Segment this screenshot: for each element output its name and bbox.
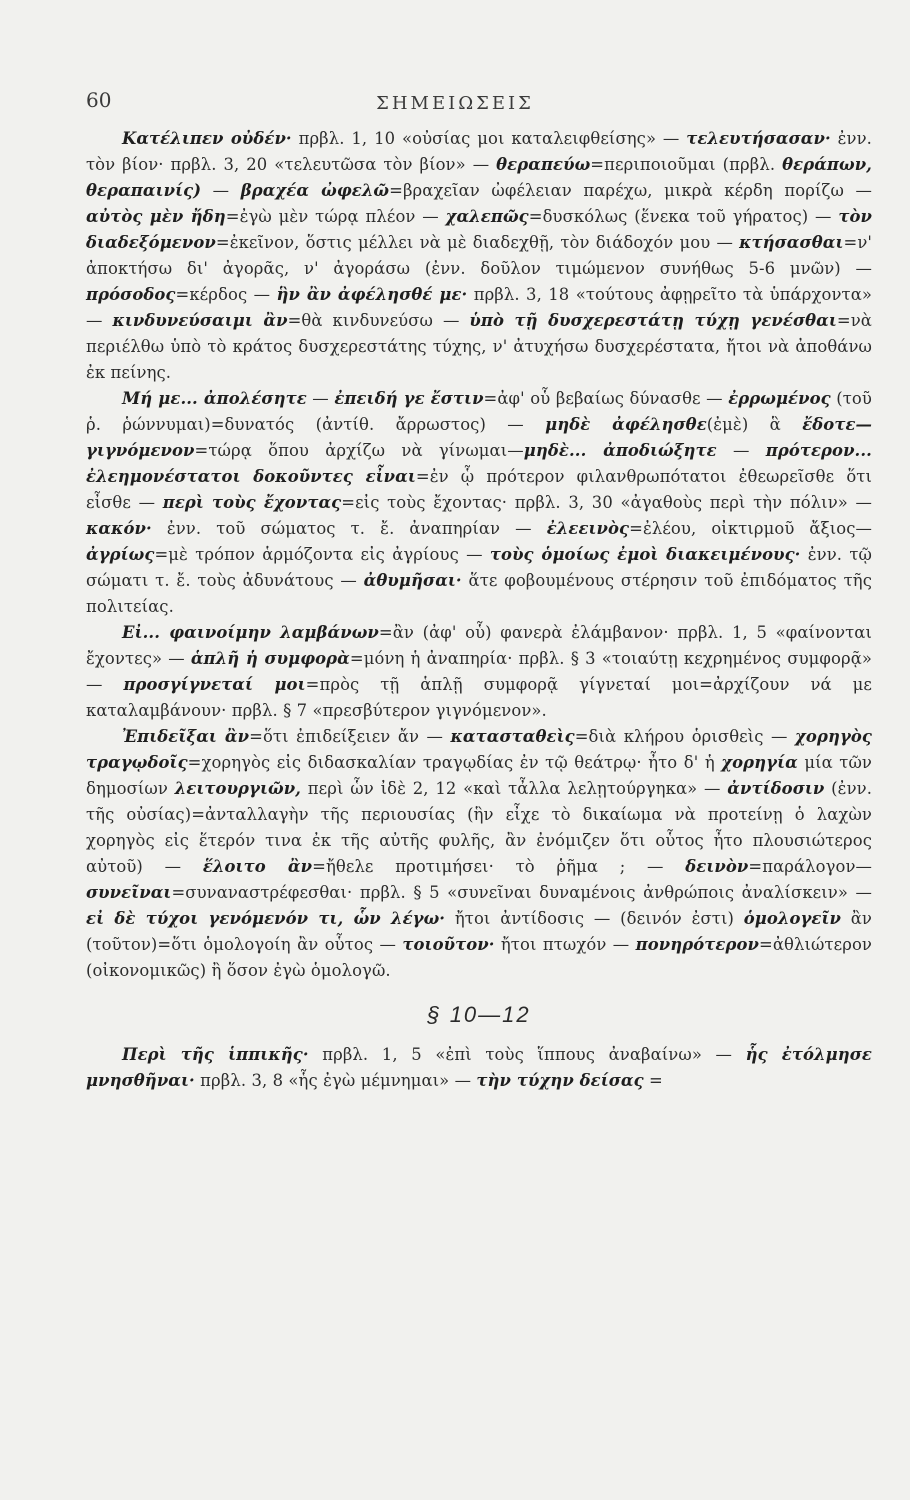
lemma: προσγίγνεταί μοι xyxy=(123,675,306,694)
gloss-text: ἐνν. τῷ σώματι τ. ἔ. τοὺς ἀδυνάτους — xyxy=(86,545,873,590)
gloss-text: = xyxy=(643,1071,663,1090)
lemma: τοιοῦτον· xyxy=(402,935,495,954)
commentary-paragraph xyxy=(86,126,872,386)
lemma: χορηγία xyxy=(721,753,798,772)
commentary-paragraph xyxy=(86,386,872,620)
gloss-text: πρβλ. 1, 5 «ἐπὶ τοὺς ἵππους ἀναβαίνω» — xyxy=(308,1045,746,1064)
lemma: ἐλεεινὸς xyxy=(546,519,630,538)
gloss-text: =ἀφ' οὗ βεβαίως δύνασθε — xyxy=(483,389,729,408)
lemma: ἐπειδή γε ἔστιν xyxy=(334,389,484,408)
gloss-text: =περιποιοῦμαι (πρβλ. xyxy=(590,155,783,174)
lemma: λειτουργιῶν, xyxy=(174,779,301,798)
lemma: μηδὲ ἀφέλησθε xyxy=(545,415,707,434)
lemma: χορηγὸς τραγῳδοῖς xyxy=(86,727,872,772)
lemma: πονηρότερον xyxy=(635,935,760,954)
section-heading: § 10—12 xyxy=(427,1002,531,1027)
lemma: Ἐπιδεῖξαι ἂν xyxy=(122,727,250,746)
lemma: Περὶ τῆς ἱππικῆς· xyxy=(122,1045,309,1064)
lemma: χαλεπῶς xyxy=(445,207,529,226)
gloss-text: — xyxy=(201,181,241,200)
commentary-body xyxy=(86,126,872,1094)
lemma: συνεῖναι xyxy=(86,883,172,902)
gloss-text: =ν' ἀποκτήσω δι' ἀγορᾶς, ν' ἀγοράσω (ἐνν. δοῦλον τιμώμενον συνήθως 5-6 μνῶν) — xyxy=(86,233,872,278)
gloss-text: =διὰ κλήρου ὁρισθεὶς — xyxy=(574,727,796,746)
gloss-text: =χορηγὸς εἰς διδασκαλίαν τραγῳδίας ἐν τῷ θεάτρῳ· ἦτο δ' ἡ xyxy=(187,753,722,772)
gloss-text: =παράλογον— xyxy=(748,857,873,876)
lemma: μηδὲ... ἀποδιώξητε xyxy=(523,441,717,460)
lemma: κτήσασθαι xyxy=(739,233,844,252)
gloss-text: =ἀθλιώτερον (οἰκονομικῶς) ἢ ὅσον ἐγὼ ὁμολογῶ. xyxy=(86,935,872,980)
lemma: τὸν διαδεξόμενον xyxy=(86,207,872,252)
gloss-text: =τώρᾳ ὅπου ἀρχίζω νὰ γίνωμαι— xyxy=(194,441,524,460)
gloss-text: — xyxy=(716,441,766,460)
gloss-text: ἐνν. τὸν βίον· πρβλ. 3, 20 «τελευτῶσα τὸν βίον» — xyxy=(86,129,872,174)
gloss-text: (ἐνν. τῆς οὐσίας)=ἀνταλλαγὴν τῆς περιουσίας (ἣν εἶχε τὸ δικαίωμα νὰ προτείνῃ ὁ λαχὼν χορηγὸς εἰς ἕτερόν τινα ἐκ τῆς αὐτῆς φυλῆς, ἂν ἐνόμιζεν ὅτι οὗτος ἦτο πλουσιώτερος αὐτοῦ) — xyxy=(86,779,873,876)
lemma: τὴν τύχην δείσας xyxy=(476,1071,644,1090)
gloss-text: περὶ ὧν ἰδὲ 2, 12 «καὶ τἆλλα λελῃτούργηκα» — xyxy=(301,779,728,798)
commentary-paragraph xyxy=(86,724,872,984)
gloss-text: πρβλ. 3, 18 «τούτους ἀφῃρεῖτο τὰ ὑπάρχοντα» — xyxy=(86,285,872,330)
lemma: αὐτὸς μὲν ἤδη xyxy=(86,207,226,226)
gloss-text: ἂν (τοῦτον)=ὅτι ὁμολογοίη ἂν οὗτος — xyxy=(86,909,872,954)
gloss-text: ἐνν. τοῦ σώματος τ. ἔ. ἀναπηρίαν — xyxy=(151,519,547,538)
lemma: ἧς ἐτόλμησε μνησθῆναι· xyxy=(86,1045,872,1090)
lemma: ἀντίδοσιν xyxy=(727,779,825,798)
gloss-text: (ἐμὲ) ἃ xyxy=(706,415,803,434)
gloss-text: ἅτε φοβουμένους στέρησιν τοῦ ἐπιδόματος τῆς πολιτείας. xyxy=(86,571,872,616)
lemma: περὶ τοὺς ἔχοντας xyxy=(162,493,342,512)
gloss-text: =ἤθελε προτιμήσει· τὸ ῥῆμα ; — xyxy=(312,857,686,876)
gloss-text: πρβλ. 1, 10 «οὐσίας μοι καταλειφθείσης» — xyxy=(291,129,687,148)
gloss-text: =ὅτι ἐπιδείξειεν ἄν — xyxy=(249,727,451,746)
lemma: ἣν ἂν ἀφέλησθέ με· xyxy=(276,285,468,304)
lemma: Εἰ... φαινοίμην λαμβάνων xyxy=(122,623,379,642)
lemma: ἁπλῆ ἡ συμφορὰ xyxy=(190,649,350,668)
lemma: βραχέα ὠφελῶ xyxy=(240,181,390,200)
lemma: Μή με... ἀπολέσητε xyxy=(122,389,307,408)
gloss-text: =ἐκεῖνον, ὅστις μέλλει νὰ μὲ διαδεχθῇ, τὸν διάδοχόν μου — xyxy=(215,233,740,252)
gloss-text: =θὰ κινδυνεύσω — xyxy=(287,311,470,330)
lemma: ἕλοιτο ἂν xyxy=(202,857,313,876)
gloss-text: ἤτοι ἀντίδοσις — (δεινόν ἐστι) xyxy=(445,909,744,928)
gloss-text: =ἂν (ἀφ' οὗ) φανερὰ ἐλάμβανον· πρβλ. 1, 5 «φαίνονται ἔχοντες» — xyxy=(86,623,872,668)
commentary-paragraph xyxy=(86,620,872,724)
gloss-text: =μὲ τρόπον ἁρμόζοντα εἰς ἀγρίους — xyxy=(154,545,490,564)
commentary-paragraph xyxy=(86,1042,872,1094)
lemma: ἔδοτε—γιγνόμενον xyxy=(86,415,872,460)
lemma: ἐρρωμένος xyxy=(728,389,831,408)
lemma: τελευτήσασαν· xyxy=(686,129,831,148)
running-title: ΣΗΜΕΙΩΣΕΙΣ xyxy=(376,93,534,114)
lemma: εἰ δὲ τύχοι γενόμενόν τι, ὧν λέγω· xyxy=(86,909,446,928)
lemma: θεράπων, θεραπαινίς) xyxy=(86,155,872,200)
page-number: 60 xyxy=(86,88,112,112)
gloss-text: =κέρδος — xyxy=(175,285,277,304)
gloss-text: =μόνη ἡ ἀναπηρία· πρβλ. § 3 «τοιαύτῃ κεχρημένος συμφορᾷ» — xyxy=(86,649,872,694)
gloss-text: =βραχεῖαν ὠφέλειαν παρέχω, μικρὰ κέρδη πορίζω — xyxy=(389,181,872,200)
gloss-text: ἤτοι πτωχόν — xyxy=(494,935,636,954)
gloss-text: =ἐν ᾧ πρότερον φιλανθρωπότατοι ἐθεωρεῖσθε ὅτι εἶσθε — xyxy=(86,467,873,512)
lemma: ἀθυμῆσαι· xyxy=(363,571,462,590)
gloss-text: πρβλ. 3, 8 «ἧς ἐγὼ μέμνημαι» — xyxy=(194,1071,477,1090)
lemma: κινδυνεύσαιμι ἂν xyxy=(112,311,288,330)
gloss-text: =συναναστρέφεσθαι· πρβλ. § 5 «συνεῖναι δυναμένοις ἀνθρώποις ἀναλίσκειν» — xyxy=(171,883,872,902)
gloss-text: μία τῶν δημοσίων xyxy=(86,753,872,798)
lemma: δεινὸν xyxy=(685,857,749,876)
lemma: θεραπεύω xyxy=(496,155,591,174)
lemma: τοὺς ὁμοίως ἐμοὶ διακειμένους· xyxy=(489,545,801,564)
lemma: ἀγρίως xyxy=(86,545,155,564)
lemma: πρότερον... ἐλεημονέστατοι δοκοῦντες εἶναι xyxy=(86,441,872,486)
lemma: κακόν· xyxy=(86,519,152,538)
lemma: Κατέλιπεν οὐδέν· xyxy=(122,129,292,148)
lemma: πρόσοδος xyxy=(86,285,176,304)
gloss-text: =ἐγὼ μὲν τώρᾳ πλέον — xyxy=(225,207,446,226)
gloss-text: =εἰς τοὺς ἔχοντας· πρβλ. 3, 30 «ἀγαθοὺς περὶ τὴν πόλιν» — xyxy=(341,493,873,512)
gloss-text: — xyxy=(306,389,335,408)
gloss-text: =πρὸς τῇ ἁπλῇ συμφορᾷ γίγνεταί μοι=ἀρχίζουν νά με καταλαμβάνουν· πρβλ. § 7 «πρεσβύτερον γιγνόμενον». xyxy=(86,675,872,720)
gloss-text: =δυσκόλως (ἕνεκα τοῦ γήρατος) — xyxy=(528,207,839,226)
gloss-text: =ἐλέου, οἰκτιρμοῦ ἄξιος— xyxy=(629,519,872,538)
lemma: κατασταθεὶς xyxy=(450,727,575,746)
gloss-text: =νὰ περιέλθω ὑπὸ τὸ κράτος δυσχερεστάτης τύχης, ν' ἀτυχήσω δυσχερέστατα, ἤτοι νὰ ἀποθάνω ἐκ πείνης. xyxy=(86,311,872,382)
gloss-text: (τοῦ ῥ. ῥώννυμαι)=δυνατός (ἀντίθ. ἄρρωστος) — xyxy=(86,389,872,434)
lemma: ὁμολογεῖν xyxy=(743,909,841,928)
lemma: ὑπὸ τῇ δυσχερεστάτῃ τύχῃ γενέσθαι xyxy=(469,311,837,330)
